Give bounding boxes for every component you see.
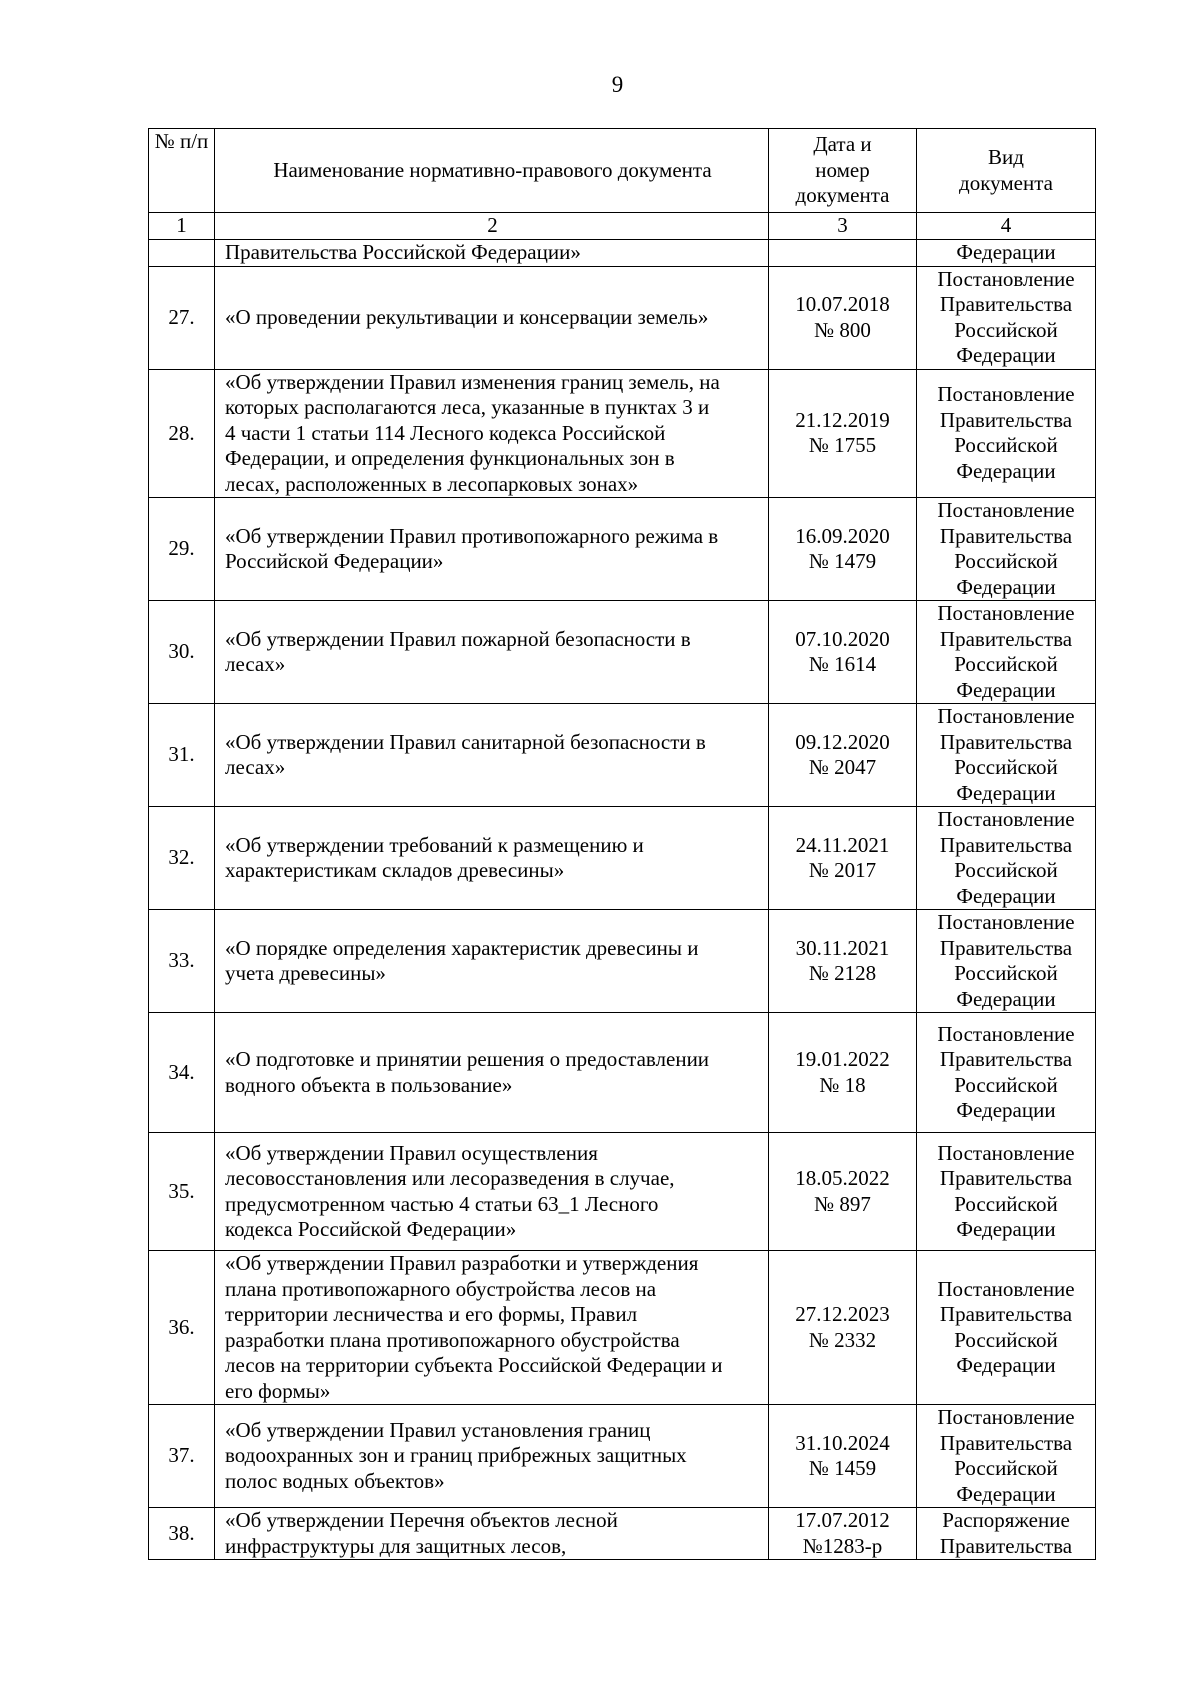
table-row <box>149 704 1096 807</box>
row-document-name: «Об утверждении Правил санитарной безопасности в лесах» <box>225 729 706 779</box>
row-document-type: Постановление Правительства Российской Федерации <box>937 382 1075 483</box>
row-date-number-cell <box>769 1508 917 1560</box>
row-document-type-cell <box>917 601 1096 704</box>
row-date-number-cell <box>769 266 917 369</box>
row-number-cell <box>149 498 215 601</box>
row-date-number-cell <box>769 369 917 498</box>
row-number: 37. <box>168 1443 195 1468</box>
row-document-name-cell <box>215 1405 769 1508</box>
row-date-number: 27.12.2023 № 2332 <box>795 1302 890 1352</box>
row-document-type: Постановление Правительства Российской Федерации <box>937 498 1075 599</box>
row-document-type-cell <box>917 807 1096 910</box>
row-number: 28. <box>168 420 195 445</box>
header-row <box>149 129 1096 213</box>
row-document-type-cell <box>917 1133 1096 1251</box>
row-document-type-cell <box>917 910 1096 1013</box>
row-number-cell <box>149 807 215 910</box>
row-number: 30. <box>168 639 195 664</box>
row-date-number-cell <box>769 1133 917 1251</box>
header-name-label: Наименование нормативно-правового документа <box>273 157 712 182</box>
row-number: 34. <box>168 1059 195 1084</box>
row-document-type: Постановление Правительства Российской Федерации <box>937 1021 1075 1122</box>
table-row <box>149 601 1096 704</box>
row-number: 38. <box>168 1520 195 1545</box>
table-body <box>149 240 1096 1560</box>
row-document-name-cell <box>215 1251 769 1405</box>
row-number-cell <box>149 1013 215 1133</box>
row-document-type: Постановление Правительства Российской Федерации <box>937 601 1075 702</box>
header-date-label: Дата и номер документа <box>795 132 890 208</box>
row-document-name: «Об утверждении Правил противопожарного режима в Российской Федерации» <box>225 523 719 573</box>
row-document-name-cell <box>215 601 769 704</box>
continuation-name-cell: Правительства Российской Федерации» <box>215 240 769 267</box>
header-type-label: Вид документа <box>959 145 1053 195</box>
continuation-type-cell: Федерации <box>917 240 1096 267</box>
row-document-name: «Об утверждении Перечня объектов лесной инфраструктуры для защитных лесов, <box>225 1508 618 1558</box>
row-document-type: Постановление Правительства Российской Федерации <box>937 1276 1075 1377</box>
row-date-number-cell <box>769 910 917 1013</box>
row-document-name-cell <box>215 1508 769 1560</box>
row-date-number: 09.12.2020 № 2047 <box>795 729 890 779</box>
row-document-name-cell <box>215 266 769 369</box>
row-document-type: Постановление Правительства Российской Федерации <box>937 910 1075 1011</box>
row-date-number: 19.01.2022 № 18 <box>795 1047 890 1097</box>
table-row <box>149 369 1096 498</box>
row-document-type: Постановление Правительства Российской Федерации <box>937 266 1075 367</box>
row-date-number: 24.11.2021 № 2017 <box>795 832 890 882</box>
row-date-number: 31.10.2024 № 1459 <box>795 1430 890 1480</box>
row-document-type: Распоряжение Правительства <box>939 1508 1073 1558</box>
header-name-cell <box>215 129 769 213</box>
header-type-cell <box>917 129 1096 213</box>
table-row <box>149 807 1096 910</box>
row-number-cell <box>149 369 215 498</box>
row-document-name: «О подготовке и принятии решения о предоставлении водного объекта в пользование» <box>225 1047 710 1097</box>
table-row <box>149 910 1096 1013</box>
row-date-number-cell <box>769 1251 917 1405</box>
row-number-cell <box>149 1405 215 1508</box>
row-document-name: «Об утверждении Правил осуществления лесовосстановления или лесоразведения в случае, предусмотренном частью 4 статьи 63_1 Лесного кодекса Российской Федерации» <box>225 1140 675 1241</box>
row-number-cell <box>149 266 215 369</box>
table-row <box>149 266 1096 369</box>
row-number-cell <box>149 1508 215 1560</box>
row-document-name-cell <box>215 369 769 498</box>
header-date-cell <box>769 129 917 213</box>
row-number: 33. <box>168 948 195 973</box>
row-number: 32. <box>168 845 195 870</box>
row-number: 36. <box>168 1314 195 1339</box>
row-document-type-cell <box>917 1251 1096 1405</box>
row-number-cell <box>149 910 215 1013</box>
row-number-cell <box>149 1133 215 1251</box>
continuation-date-cell <box>769 240 917 267</box>
row-document-name-cell <box>215 704 769 807</box>
table-row <box>149 1133 1096 1251</box>
row-date-number-cell <box>769 704 917 807</box>
row-number-cell <box>149 601 215 704</box>
row-date-number: 30.11.2021 № 2128 <box>795 935 890 985</box>
column-number-1: 1 <box>149 213 215 240</box>
row-date-number-cell <box>769 1405 917 1508</box>
row-document-name: «О проведении рекультивации и консервации земель» <box>225 304 709 329</box>
header-number-label: № п/п <box>154 129 209 153</box>
row-document-type-cell <box>917 1508 1096 1560</box>
row-document-type-cell <box>917 1013 1096 1133</box>
row-date-number-cell <box>769 1013 917 1133</box>
row-document-name-cell <box>215 1133 769 1251</box>
column-numbers-row <box>149 213 1096 240</box>
table-row <box>149 1013 1096 1133</box>
row-document-name: «Об утверждении Правил пожарной безопасности в лесах» <box>225 626 691 676</box>
row-document-type-cell <box>917 266 1096 369</box>
row-date-number: 21.12.2019 № 1755 <box>795 407 890 458</box>
row-document-type: Постановление Правительства Российской Федерации <box>937 807 1075 908</box>
row-date-number: 18.05.2022 № 897 <box>795 1166 890 1216</box>
row-document-type: Постановление Правительства Российской Федерации <box>937 704 1075 805</box>
row-date-number: 07.10.2020 № 1614 <box>795 626 890 676</box>
row-document-type-cell <box>917 498 1096 601</box>
row-number: 29. <box>168 536 195 561</box>
row-document-type-cell <box>917 369 1096 498</box>
column-number-4: 4 <box>917 213 1096 240</box>
row-document-type: Постановление Правительства Российской Федерации <box>937 1140 1075 1241</box>
row-number: 27. <box>168 304 195 329</box>
page-number: 9 <box>611 72 624 97</box>
row-date-number: 17.07.2012 №1283-р <box>795 1508 890 1558</box>
table-row <box>149 1405 1096 1508</box>
table-row <box>149 498 1096 601</box>
row-date-number-cell <box>769 807 917 910</box>
header-number-cell <box>149 129 215 213</box>
row-date-number-cell <box>769 601 917 704</box>
row-number-cell <box>149 1251 215 1405</box>
row-document-name-cell <box>215 498 769 601</box>
continuation-row <box>149 240 1096 267</box>
row-date-number: 16.09.2020 № 1479 <box>795 523 890 573</box>
row-document-name-cell <box>215 1013 769 1133</box>
row-document-name: «Об утверждении требований к размещению и характеристикам складов древесины» <box>225 832 644 882</box>
row-document-name: «Об утверждении Правил установления границ водоохранных зон и границ прибрежных защитных полос водных объектов» <box>225 1417 687 1493</box>
row-document-type: Постановление Правительства Российской Федерации <box>937 1405 1075 1506</box>
table-row <box>149 1251 1096 1405</box>
documents-table <box>148 128 1096 1560</box>
row-document-name: «О порядке определения характеристик древесины и учета древесины» <box>225 935 699 985</box>
row-number: 35. <box>168 1178 195 1203</box>
row-document-type-cell <box>917 1405 1096 1508</box>
row-document-type-cell <box>917 704 1096 807</box>
row-date-number-cell <box>769 498 917 601</box>
row-document-name: «Об утверждении Правил изменения границ земель, на которых располагаются леса, указанные в пунктах 3 и 4 части 1 статьи 114 Лесного кодекса Российской Федерации, и определения функциональных зон в лесах, расположенных в лесопарковых зонах» <box>225 369 720 496</box>
row-document-name-cell <box>215 807 769 910</box>
table-row <box>149 1508 1096 1560</box>
row-document-name-cell <box>215 910 769 1013</box>
row-number: 31. <box>168 742 195 767</box>
row-number-cell <box>149 704 215 807</box>
column-number-2: 2 <box>215 213 769 240</box>
row-date-number: 10.07.2018 № 800 <box>795 292 890 342</box>
continuation-number-cell <box>149 240 215 267</box>
row-document-name: «Об утверждении Правил разработки и утверждения плана противопожарного обустройства лесов на территории лесничества и его формы, Правил разработки плана противопожарного обустройства лесов на территории субъекта Российской Федерации и его формы» <box>225 1251 723 1403</box>
column-number-3: 3 <box>769 213 917 240</box>
